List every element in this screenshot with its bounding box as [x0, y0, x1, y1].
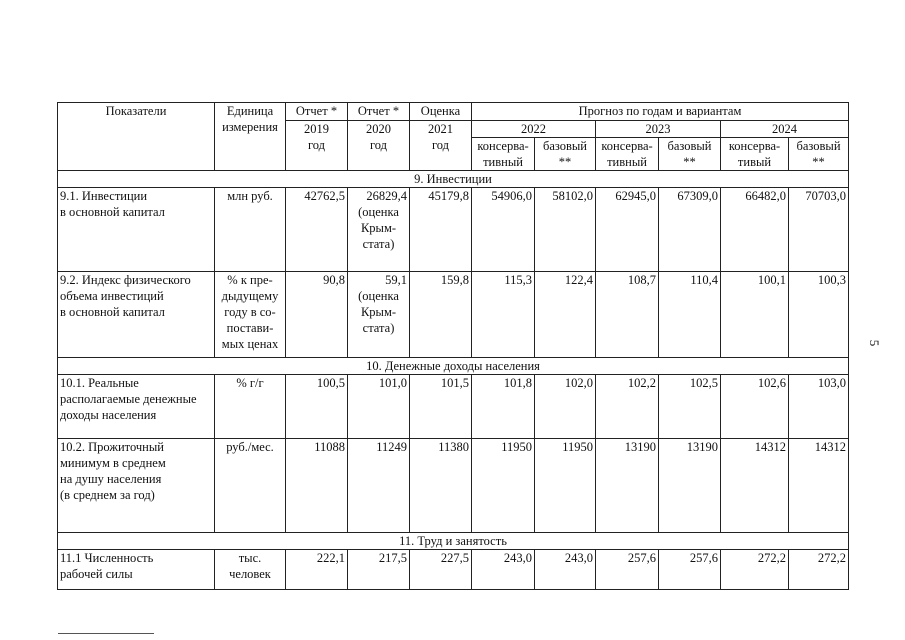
value-cell-b2024: 100,3	[789, 272, 849, 358]
unit-line: дыдущему	[221, 289, 279, 303]
cons-2024-line2: тивый	[737, 155, 772, 169]
value-line: 26829,4	[366, 189, 407, 203]
table-row	[58, 188, 849, 272]
header-base-2023	[659, 138, 721, 171]
value-cell-v2020	[348, 550, 410, 590]
header-forecast: Прогноз по годам и вариантам	[472, 103, 849, 121]
forecast-table	[57, 102, 849, 590]
cons-2022-line2: тивный	[483, 155, 523, 169]
unit-line: % г/г	[236, 376, 264, 390]
value-cell-c2022: 243,0	[472, 550, 535, 590]
value-line: стата)	[362, 321, 395, 335]
value-cell-c2023: 257,6	[596, 550, 659, 590]
value-line: (оценка	[358, 289, 399, 303]
section-investments: 9. Инвестиции	[58, 171, 849, 188]
value-cell-c2022: 11950	[472, 439, 535, 533]
table-row	[58, 550, 849, 590]
header-unit-line1: Единица	[226, 104, 274, 118]
value-cell-v2019: 100,5	[286, 375, 348, 439]
unit-cell	[215, 550, 286, 590]
value-line: (оценка	[358, 205, 399, 219]
value-cell-v2021: 227,5	[410, 550, 472, 590]
indicator-name-line: 10.1. Реальные	[60, 376, 139, 390]
header-unit	[215, 103, 286, 171]
unit-line: постави-	[226, 321, 274, 335]
value-cell-c2023: 108,7	[596, 272, 659, 358]
unit-line: млн руб.	[227, 189, 273, 203]
unit-line: руб./мес.	[226, 440, 274, 454]
indicator-name	[58, 272, 215, 358]
year-2020-label: 2020	[366, 122, 391, 136]
value-cell-v2020	[348, 375, 410, 439]
unit-cell	[215, 272, 286, 358]
header-indicators: Показатели	[58, 103, 215, 171]
value-cell-v2020	[348, 188, 410, 272]
value-cell-c2022: 54906,0	[472, 188, 535, 272]
value-cell-c2024: 102,6	[721, 375, 789, 439]
header-year-2021	[410, 121, 472, 171]
footnote-rule	[58, 633, 154, 634]
value-cell-b2024: 272,2	[789, 550, 849, 590]
table-row	[58, 375, 849, 439]
unit-line: мых ценах	[221, 337, 279, 351]
header-base-2022	[535, 138, 596, 171]
cons-2023-line1: консерва-	[601, 139, 653, 153]
value-line: Крым-	[360, 305, 397, 319]
header-year-2020	[348, 121, 410, 171]
year-2020-god: год	[369, 138, 388, 152]
value-cell-b2023: 67309,0	[659, 188, 721, 272]
value-cell-c2024: 66482,0	[721, 188, 789, 272]
value-cell-v2019: 222,1	[286, 550, 348, 590]
year-2021-god: год	[431, 138, 450, 152]
header-unit-line2: измерения	[222, 120, 278, 134]
indicator-name-line: рабочей силы	[60, 567, 133, 581]
value-cell-v2021: 159,8	[410, 272, 472, 358]
value-cell-c2024: 100,1	[721, 272, 789, 358]
indicator-name-line: 11.1 Численность	[60, 551, 154, 565]
value-cell-c2023: 62945,0	[596, 188, 659, 272]
value-cell-v2019: 42762,5	[286, 188, 348, 272]
indicator-name-line: в основной капитал	[60, 305, 165, 319]
header-year-2022: 2022	[472, 121, 596, 138]
header-year-2024: 2024	[721, 121, 849, 138]
value-cell-b2023: 257,6	[659, 550, 721, 590]
value-cell-c2022: 101,8	[472, 375, 535, 439]
value-cell-v2021: 45179,8	[410, 188, 472, 272]
indicator-name-line: 10.2. Прожиточный	[60, 440, 164, 454]
value-cell-b2022: 58102,0	[535, 188, 596, 272]
value-line: Крым-	[360, 221, 397, 235]
header-year-2023: 2023	[596, 121, 721, 138]
section-11-rows	[58, 550, 849, 590]
indicator-name-line: в основной капитал	[60, 205, 165, 219]
value-line: 11249	[376, 440, 407, 454]
indicator-name-line: (в среднем за год)	[60, 488, 155, 502]
cons-2022-line1: консерва-	[477, 139, 529, 153]
value-line: 59,1	[385, 273, 407, 287]
value-cell-v2019: 11088	[286, 439, 348, 533]
page-number: 5	[867, 339, 882, 347]
unit-line: тыс.	[238, 551, 262, 565]
year-2021-label: 2021	[428, 122, 453, 136]
indicator-name-line: на душу населения	[60, 472, 162, 486]
header-estimate-2021: Оценка	[410, 103, 472, 121]
base-2022-line2: **	[558, 155, 572, 169]
value-cell-b2022: 11950	[535, 439, 596, 533]
indicator-name	[58, 439, 215, 533]
header-base-2024	[789, 138, 849, 171]
table-row	[58, 272, 849, 358]
indicator-name-line: 9.1. Инвестиции	[60, 189, 148, 203]
value-cell-b2022: 102,0	[535, 375, 596, 439]
cons-2024-line1: консерва-	[728, 139, 781, 153]
value-cell-v2021: 11380	[410, 439, 472, 533]
value-line: 101,0	[378, 376, 407, 390]
unit-line: человек	[229, 567, 271, 581]
indicator-name-line: доходы населения	[60, 408, 157, 422]
header-cons-2022	[472, 138, 535, 171]
year-2019-label: 2019	[304, 122, 329, 136]
value-cell-c2024: 14312	[721, 439, 789, 533]
value-cell-c2023: 13190	[596, 439, 659, 533]
section-income: 10. Денежные доходы населения	[58, 358, 849, 375]
value-cell-c2022: 115,3	[472, 272, 535, 358]
base-2024-line2: **	[812, 155, 825, 169]
indicator-name-line: объема инвестиций	[60, 289, 164, 303]
value-cell-c2023: 102,2	[596, 375, 659, 439]
indicator-name-line: 9.2. Индекс физического	[60, 273, 191, 287]
base-2022-line1: базовый	[542, 139, 587, 153]
value-cell-b2023: 110,4	[659, 272, 721, 358]
unit-cell	[215, 439, 286, 533]
value-cell-c2024: 272,2	[721, 550, 789, 590]
value-cell-b2023: 13190	[659, 439, 721, 533]
value-line: 217,5	[378, 551, 407, 565]
unit-cell	[215, 375, 286, 439]
section-labor: 11. Труд и занятость	[58, 533, 849, 550]
indicator-name	[58, 550, 215, 590]
value-cell-b2022: 243,0	[535, 550, 596, 590]
value-cell-v2020	[348, 439, 410, 533]
cons-2023-line2: тивный	[607, 155, 647, 169]
section-9-rows	[58, 188, 849, 358]
header-report-2020: Отчет *	[348, 103, 410, 121]
value-cell-b2024: 70703,0	[789, 188, 849, 272]
section-10-rows	[58, 375, 849, 533]
value-cell-b2024: 14312	[789, 439, 849, 533]
base-2023-line1: базовый	[667, 139, 712, 153]
value-cell-v2019: 90,8	[286, 272, 348, 358]
header-cons-2024	[721, 138, 789, 171]
value-line: стата)	[362, 237, 395, 251]
indicator-name	[58, 188, 215, 272]
indicator-name	[58, 375, 215, 439]
unit-cell	[215, 188, 286, 272]
base-2023-line2: **	[683, 155, 696, 169]
unit-line: году в со-	[224, 305, 276, 319]
table-row	[58, 439, 849, 533]
header-cons-2023	[596, 138, 659, 171]
base-2024-line1: базовый	[796, 139, 841, 153]
value-cell-b2024: 103,0	[789, 375, 849, 439]
value-cell-v2021: 101,5	[410, 375, 472, 439]
value-cell-v2020	[348, 272, 410, 358]
header-year-2019	[286, 121, 348, 171]
indicator-name-line: минимум в среднем	[60, 456, 166, 470]
value-cell-b2023: 102,5	[659, 375, 721, 439]
year-2019-god: год	[307, 138, 326, 152]
indicator-name-line: располагаемые денежные	[60, 392, 197, 406]
unit-line: % к пре-	[227, 273, 273, 287]
header-report-2019: Отчет *	[286, 103, 348, 121]
value-cell-b2022: 122,4	[535, 272, 596, 358]
